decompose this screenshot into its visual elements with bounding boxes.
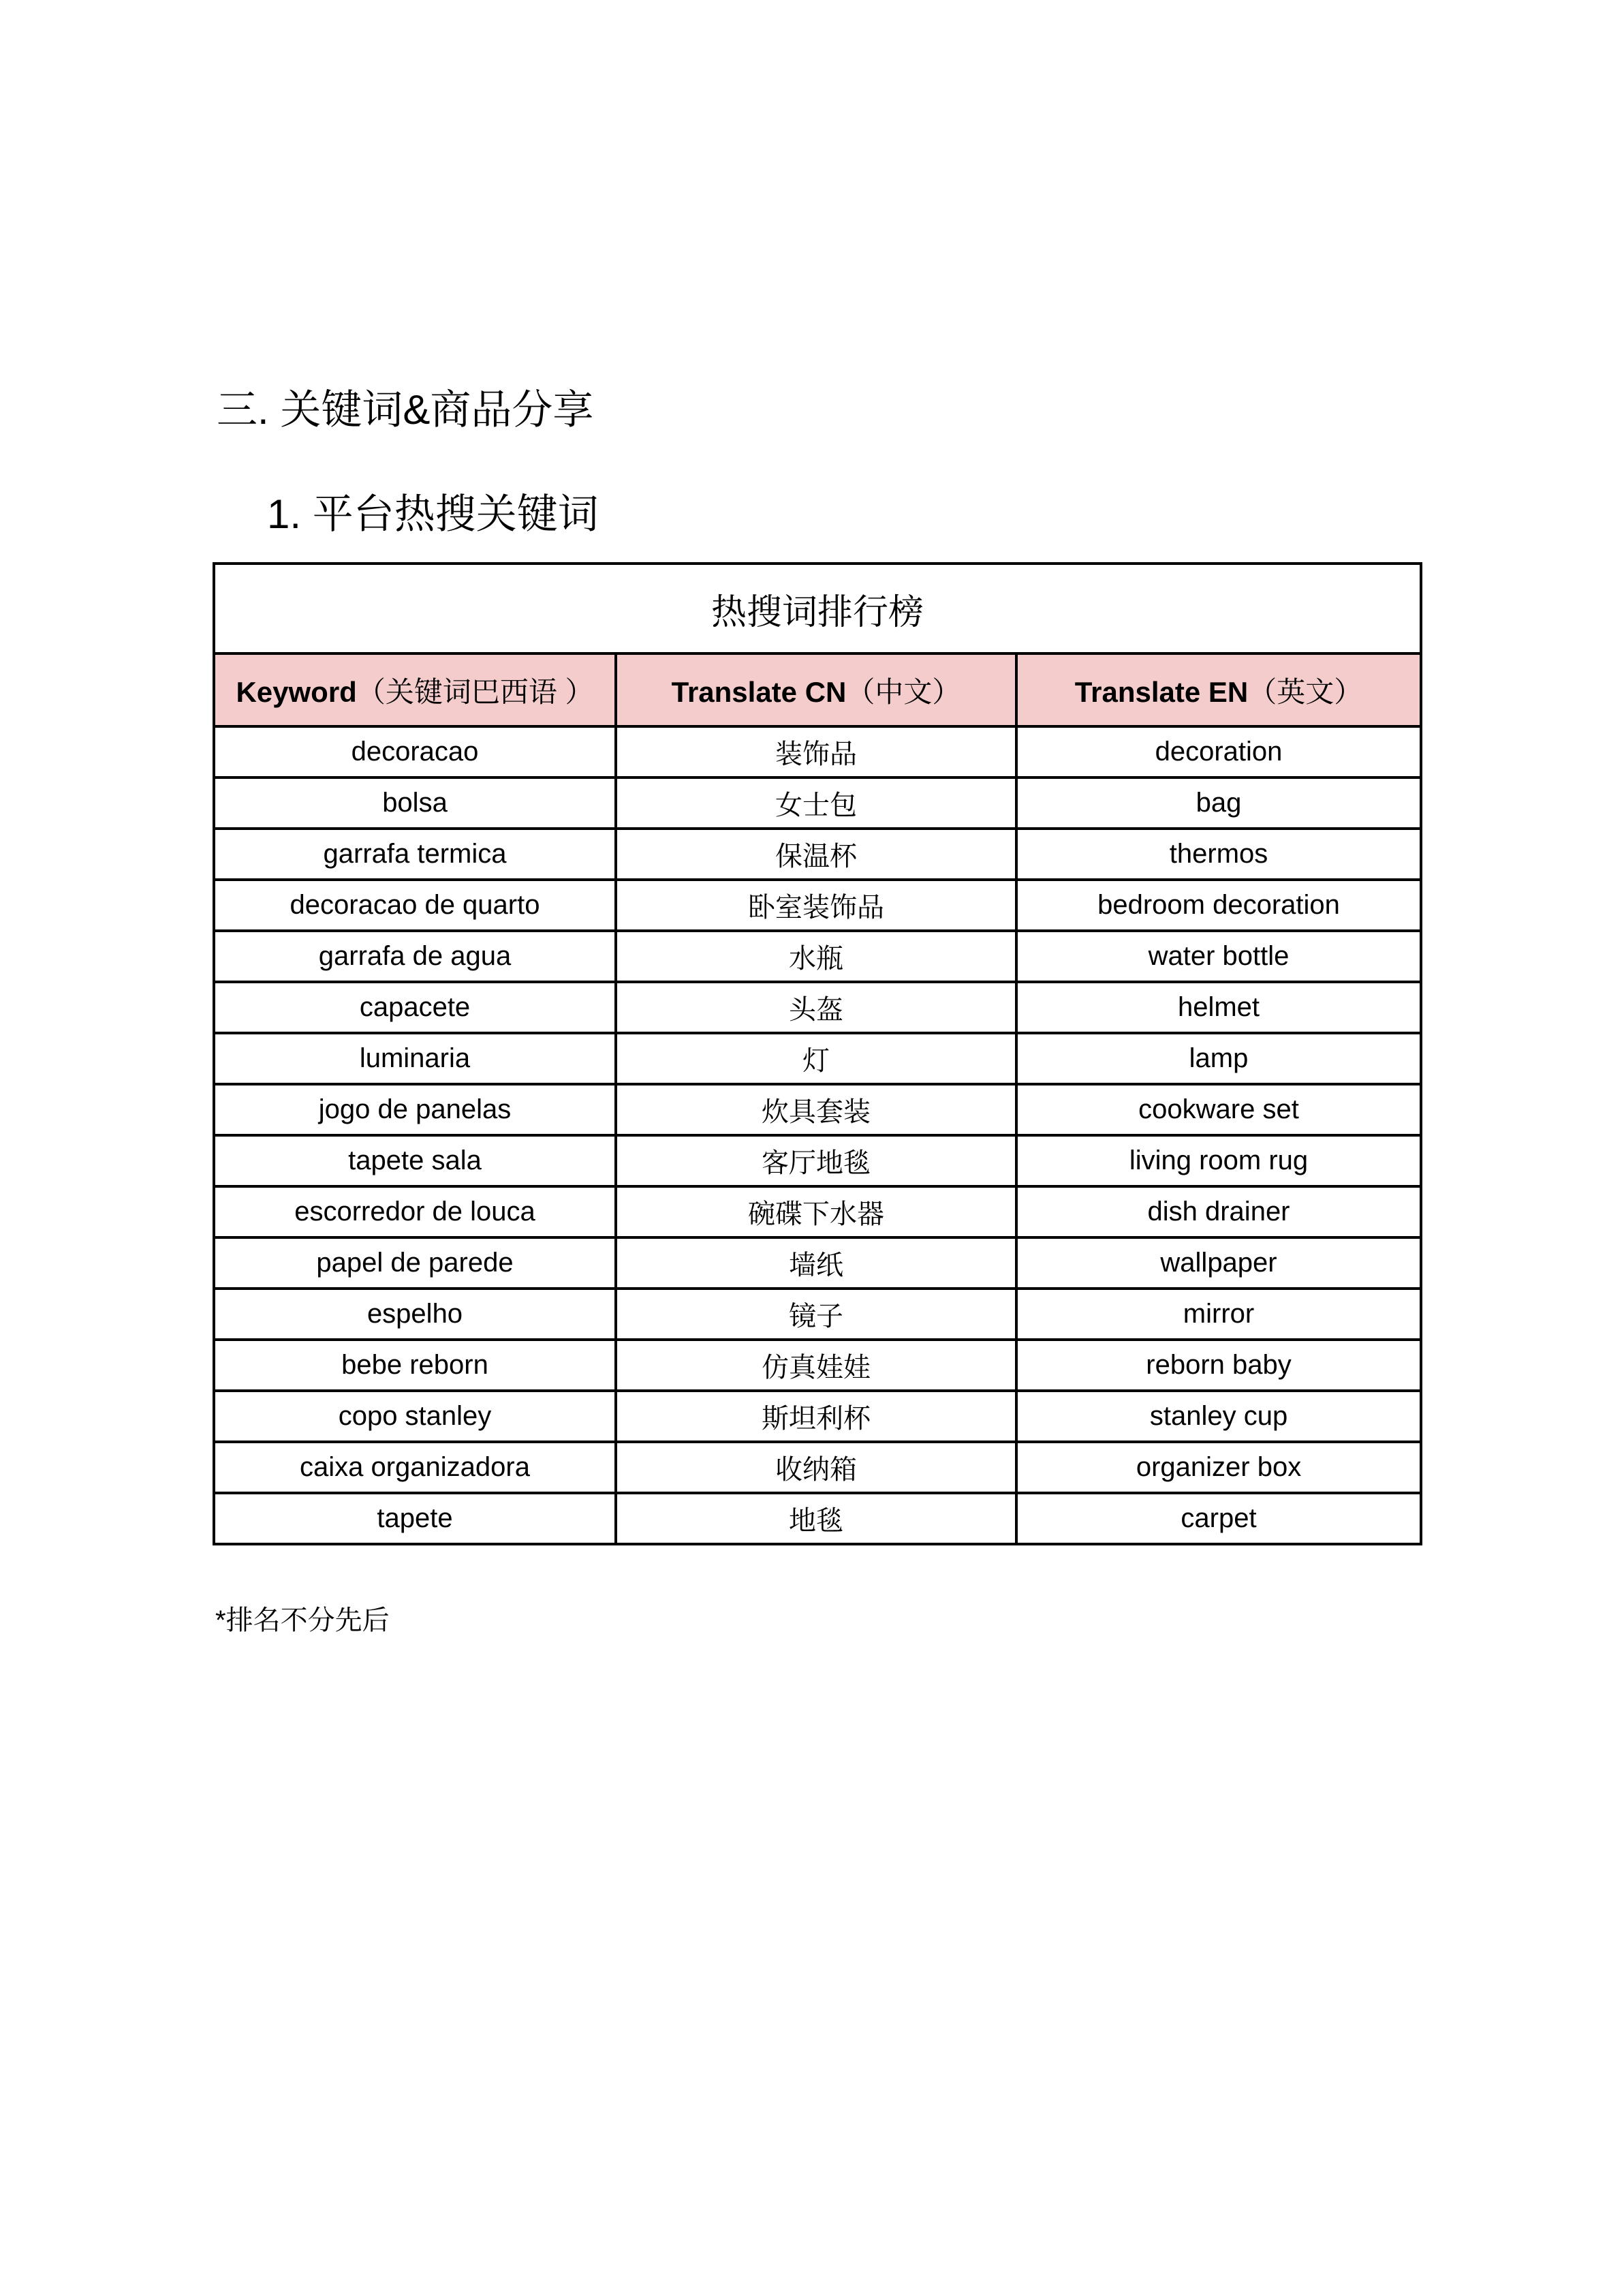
cell-translate-cn: 镜子 — [616, 1289, 1016, 1340]
table-row — [214, 880, 1421, 931]
cell-translate-en: wallpaper — [1016, 1237, 1421, 1289]
cell-keyword: tapete sala — [214, 1135, 616, 1186]
cell-translate-en: water bottle — [1016, 931, 1421, 982]
subsection-heading: 1. 平台热搜关键词 — [267, 491, 599, 537]
table-header-row — [214, 653, 1421, 726]
section-heading: 三. 关键词&商品分享 — [217, 387, 594, 433]
cell-keyword: garrafa de agua — [214, 931, 616, 982]
table-body — [214, 726, 1421, 1544]
cell-keyword: caixa organizadora — [214, 1442, 616, 1493]
cell-keyword: bebe reborn — [214, 1340, 616, 1391]
table-title: 热搜词排行榜 — [214, 564, 1421, 653]
cell-keyword: papel de parede — [214, 1237, 616, 1289]
cell-keyword: jogo de panelas — [214, 1084, 616, 1135]
cell-translate-cn: 保温杯 — [616, 829, 1016, 880]
table-row — [214, 777, 1421, 829]
cell-translate-cn: 斯坦利杯 — [616, 1391, 1016, 1442]
table-title-row — [214, 564, 1421, 653]
cell-translate-en: carpet — [1016, 1493, 1421, 1544]
table-row — [214, 1237, 1421, 1289]
cell-translate-en: cookware set — [1016, 1084, 1421, 1135]
cell-translate-en: organizer box — [1016, 1442, 1421, 1493]
cell-translate-cn: 水瓶 — [616, 931, 1016, 982]
cell-keyword: espelho — [214, 1289, 616, 1340]
cell-keyword: tapete — [214, 1493, 616, 1544]
footnote: *排名不分先后 — [215, 1605, 390, 1635]
column-header-translate-cn — [616, 653, 1016, 726]
column-header-translate-en-en: Translate EN — [1074, 675, 1249, 708]
cell-keyword: copo stanley — [214, 1391, 616, 1442]
cell-translate-cn: 地毯 — [616, 1493, 1016, 1544]
table-row — [214, 1289, 1421, 1340]
cell-translate-en: reborn baby — [1016, 1340, 1421, 1391]
cell-keyword: bolsa — [214, 777, 616, 829]
table-row — [214, 1084, 1421, 1135]
cell-keyword: decoracao de quarto — [214, 880, 616, 931]
cell-keyword: capacete — [214, 982, 616, 1033]
cell-translate-cn: 碗碟下水器 — [616, 1186, 1016, 1237]
table-row — [214, 982, 1421, 1033]
table-row — [214, 726, 1421, 777]
cell-translate-cn: 墙纸 — [616, 1237, 1016, 1289]
cell-translate-en: decoration — [1016, 726, 1421, 777]
cell-translate-en: helmet — [1016, 982, 1421, 1033]
cell-translate-cn: 炊具套装 — [616, 1084, 1016, 1135]
cell-keyword: garrafa termica — [214, 829, 616, 880]
cell-translate-cn: 女士包 — [616, 777, 1016, 829]
table-row — [214, 1340, 1421, 1391]
cell-translate-en: bedroom decoration — [1016, 880, 1421, 931]
table-row — [214, 1391, 1421, 1442]
column-header-keyword-cn: （关键词巴西语 ） — [356, 675, 594, 708]
cell-translate-en: thermos — [1016, 829, 1421, 880]
hot-search-ranking-table — [213, 562, 1422, 1545]
table-row — [214, 1442, 1421, 1493]
table-row — [214, 1033, 1421, 1084]
cell-translate-en: living room rug — [1016, 1135, 1421, 1186]
cell-translate-en: lamp — [1016, 1033, 1421, 1084]
column-header-translate-cn-cn: （中文） — [846, 675, 961, 708]
cell-keyword: escorredor de louca — [214, 1186, 616, 1237]
table-row — [214, 931, 1421, 982]
column-header-keyword — [214, 653, 616, 726]
cell-translate-cn: 客厅地毯 — [616, 1135, 1016, 1186]
column-header-translate-cn-en: Translate CN — [671, 675, 847, 708]
column-header-translate-en — [1016, 653, 1421, 726]
cell-translate-en: mirror — [1016, 1289, 1421, 1340]
cell-translate-en: stanley cup — [1016, 1391, 1421, 1442]
cell-translate-cn: 收纳箱 — [616, 1442, 1016, 1493]
cell-translate-en: bag — [1016, 777, 1421, 829]
cell-keyword: decoracao — [214, 726, 616, 777]
table-row — [214, 1135, 1421, 1186]
cell-translate-cn: 仿真娃娃 — [616, 1340, 1016, 1391]
cell-translate-cn: 灯 — [616, 1033, 1016, 1084]
column-header-keyword-en: Keyword — [236, 675, 357, 708]
cell-keyword: luminaria — [214, 1033, 616, 1084]
cell-translate-cn: 装饰品 — [616, 726, 1016, 777]
cell-translate-cn: 头盔 — [616, 982, 1016, 1033]
table-row — [214, 1186, 1421, 1237]
table-row — [214, 829, 1421, 880]
cell-translate-cn: 卧室装饰品 — [616, 880, 1016, 931]
table-row — [214, 1493, 1421, 1544]
cell-translate-en: dish drainer — [1016, 1186, 1421, 1237]
column-header-translate-en-cn: （英文） — [1248, 675, 1363, 708]
